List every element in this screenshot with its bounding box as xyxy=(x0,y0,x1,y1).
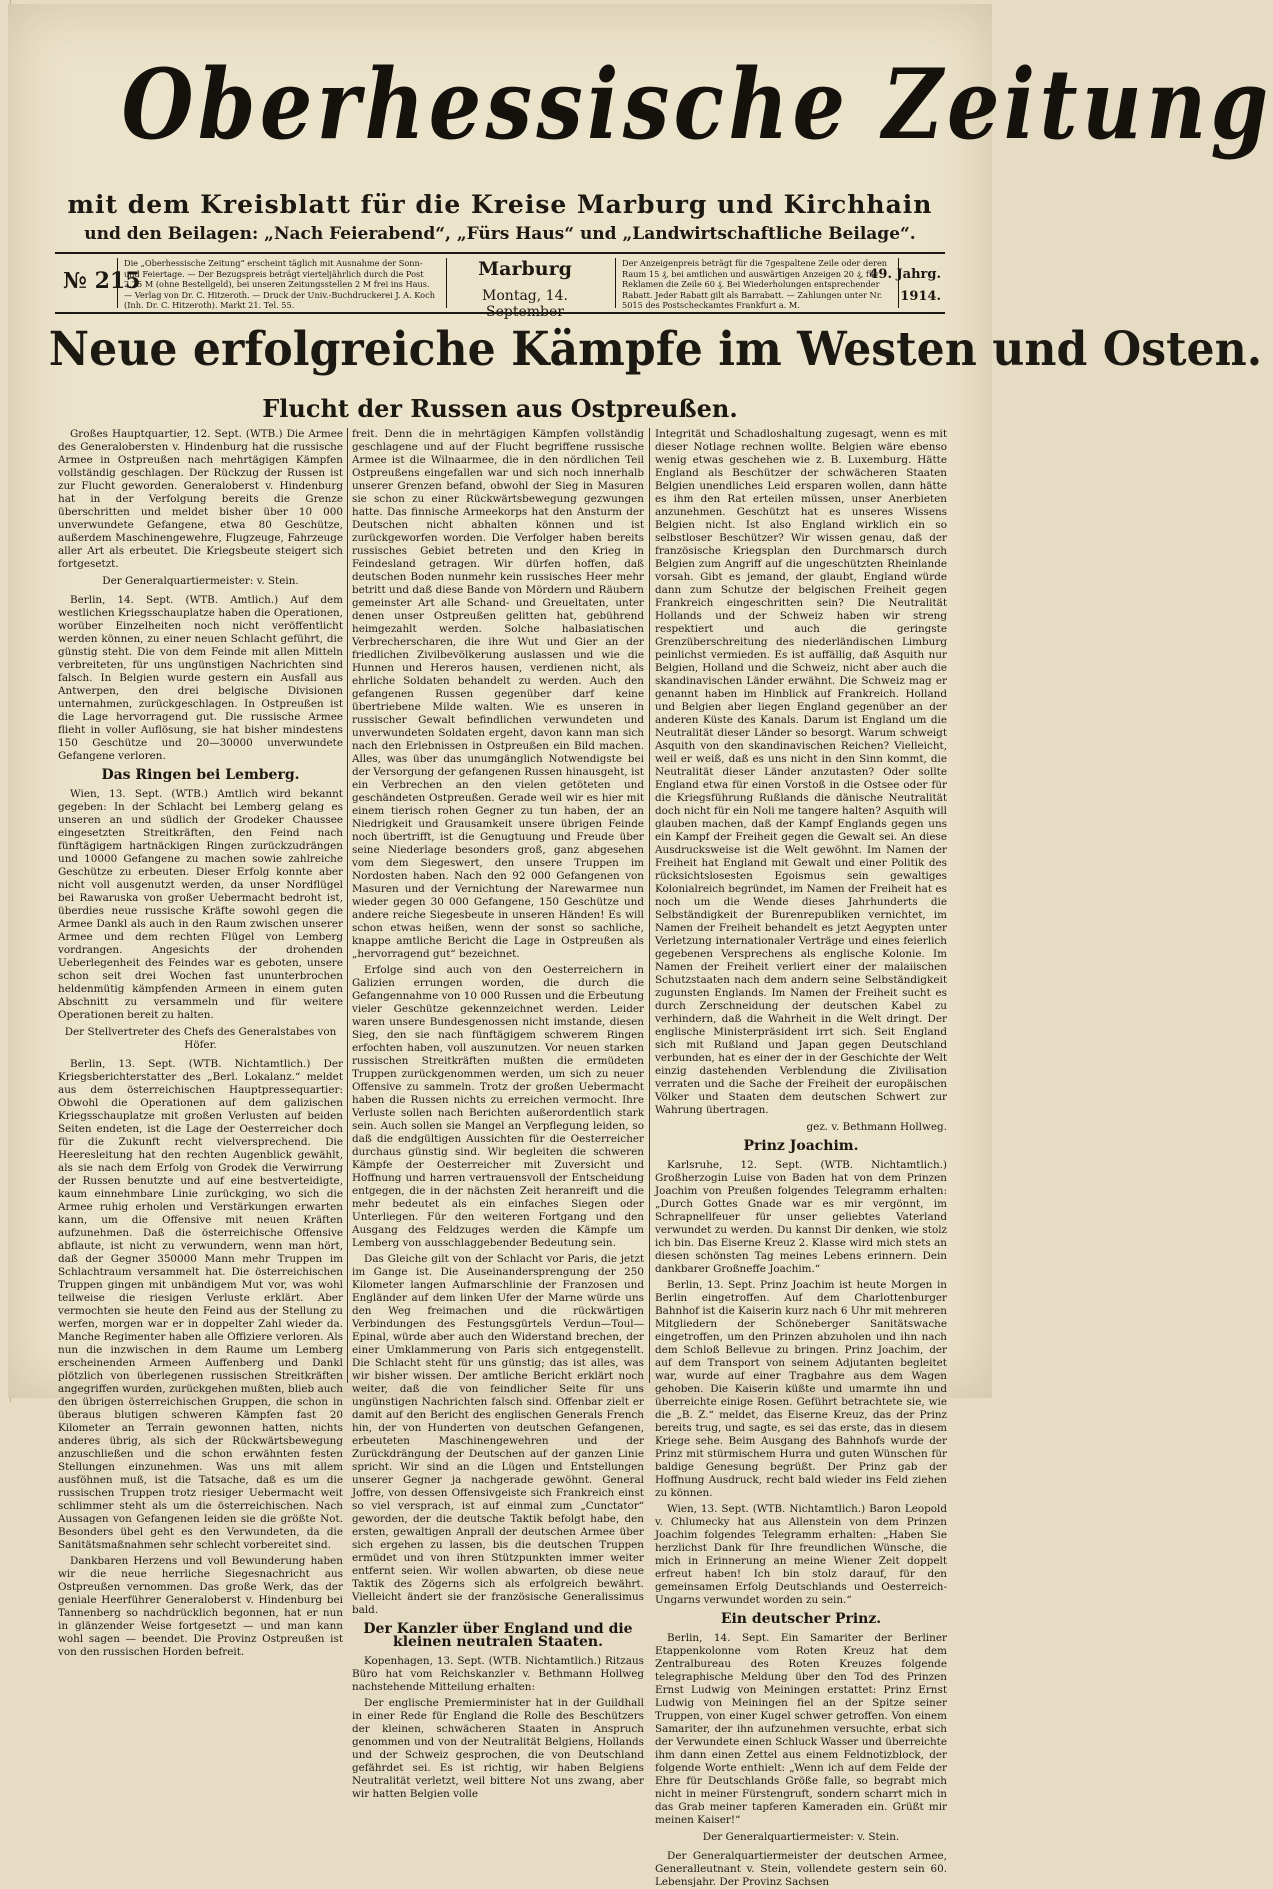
section-heading: Prinz Joachim. xyxy=(743,1138,859,1154)
newspaper-title: Oberhessische Zeitung xyxy=(121,48,1273,161)
section-heading: Ein deutscher Prinz. xyxy=(720,1611,882,1627)
column-rule xyxy=(649,428,650,1383)
volume: 49. Jahrg. xyxy=(869,267,941,282)
year: 1914. xyxy=(900,289,941,304)
article-paragraph: Berlin, 13. Sept. Prinz Joachim ist heute Morgen in Berlin eingetroffen. Auf dem Charlottenburger Bahnhof ist die Kaiserin kurz nach 6 Uhr mit mehreren Mitgliedern der Schöneberger Sanitätswache eingetroffen, um den Prinzen abzuholen und ihn nach dem Schloß Bellevue zu bringen. Prinz Joachim, der auf dem Transport von seinem Adjutanten begleitet war, wurde auf einer Tragbahre aus dem Wagen gehoben. Die Kaiserin küßte und umarmte ihn und überreichte einige Rosen. Geführt betrachtete sie, wie die „B. Z.“ meldet, das Eiserne Kreuz, das der Prinz bereits trug, und sagte, es sei das erste, das in diesem Kriege sehe. Beim Ausgang des Bahnhofs wurde der Prinz mit stürmischem Hurra und guten Wünschen für baldige Genesung begrüßt. Der Prinz gab der Hoffnung Ausdruck, recht bald wieder ins Feld ziehen zu können. xyxy=(655,1279,947,1499)
signature: Der Generalquartiermeister: v. Stein. xyxy=(102,575,299,587)
dateline-block xyxy=(447,258,603,320)
article-paragraph: freit. Denn die in mehrtägigen Kämpfen vollständig geschlagene und auf der Flucht begriffene russische Armee ist die Wilnaarmee, die in den nördlichen Teil Ostpreußens eingefallen war und sich noch innerhalb unserer Grenzen befand, obwohl der Sieg in Masuren sie schon zu einer Rückwärtsbewegung gezwungen hatte. Das finnische Armeekorps hat den Ansturm der Deutschen nicht abhalten können und ist zurückgeworfen worden. Die Verfolger haben bereits russisches Gebiet betreten und den Krieg in Feindesland getragen. Wir dürfen hoffen, daß deutschen Boden nunmehr kein russisches Heer mehr betritt und daß diese Bande von Mördern und Räubern gemeinster Art alle Schand- und Greueltaten, unter denen unser Ostpreußen gelitten hat, gebührend heimgezahlt werden. Solche halbasiatischen Verbrecherscharen, die ihre Wut und Gier an der friedlichen Zivilbevölkerung auslassen und wie die Hunnen und Hereros hausen, verdienen nicht, als ehrliche Soldaten behandelt zu werden. Auch den gefangenen Russen gegenüber darf keine übertriebene Milde walten. Wie es unseren in russischer Gewalt befindlichen verwundeten und unverwundeten Soldaten ergeht, davon kann man sich nach den Erlebnissen in Ostpreußen ein Bild machen. Alles, was über das unumgänglich Notwendigste bei der Versorgung der gefangenen Russen hinausgeht, ist ein Verbrechen an den vielen getöteten und geschändeten Ostpreußen. Gerade weil wir es hier mit einem tierisch rohen Gegner zu tun haben, der an Niedrigkeit und Grausamkeit unsere übrigen Feinde noch übertrifft, ist die Genugtuung und Freude über seine Niederlage besonders groß, ganz abgesehen vom dem Siegeswert, den unsere Truppen im Nordosten haben. Nach den 92 000 Gefangenen von Masuren und der Vernichtung der Narewarmee nun wieder gegen 30 000 Gefangene, 150 Geschütze und andere reiche Siegesbeute in unseren Händen! Es will schon etwas heißen, wenn der sonst so sachliche, knappe amtliche Bericht die Lage in Ostpreußen als „hervorragend gut“ bezeichnet. xyxy=(352,428,644,960)
article-paragraph: Der Generalquartiermeister der deutschen Armee, Generalleutnant v. Stein, vollendete gestern sein 60. Lebensjahr. Der Provinz Sachsen xyxy=(655,1850,947,1888)
article-paragraph: Wien, 13. Sept. (WTB. Nichtamtlich.) Baron Leopold v. Chlumecky hat aus Allenstein von dem Prinzen Joachim folgendes Telegramm erhalten: „Haben Sie herzlichst Dank für Ihre freundlichen Wünsche, die mich in Erinnerung an meine Wiener Zeit doppelt erfreut haben! Ich bin stolz darauf, für den gemeinsamen Erfolg Deutschlands und Oesterreich-Ungarns verwundet worden zu sein.“ xyxy=(655,1503,947,1606)
article-paragraph: Wien, 13. Sept. (WTB.) Amtlich wird bekannt gegeben: In der Schlacht bei Lemberg gelang es unseren an und südlich der Grodeker Chaussee eingesetzten Streitkräften, den Feind nach fünftägigem hartnäckigen Ringen zurückzudrängen und 10000 Gefangene zu machen sowie zahlreiche Geschütze zu erbeuten. Dieser Erfolg konnte aber nicht voll ausgenutzt werden, da unser Nordflügel bei Rawaruska von großer Uebermacht bedroht ist, überdies neue russische Kräfte sowohl gegen die Armee Dankl als auch in den Raum zwischen unserer Armee und dem rechten Flügel von Lemberg vordrangen. Angesichts der drohenden Ueberlegenheit des Feindes war es geboten, unsere schon seit drei Wochen fast ununterbrochen heldenmütig kämpfenden Armeen in einem guten Abschnitt zu versammeln und für weitere Operationen bereit zu halten. xyxy=(58,788,343,1021)
info-bar xyxy=(55,252,945,320)
publication-date: Montag, 14. September xyxy=(482,288,568,320)
signature: gez. v. Bethmann Hollweg. xyxy=(806,1121,947,1133)
article-paragraph: Dankbaren Herzens und voll Bewunderung haben wir die neue herrliche Siegesnachricht aus Ostpreußen vernommen. Das große Werk, das der geniale Heerführer Generaloberst v. Hindenburg bei Tannenberg so nachdrücklich begonnen, hat er nun in glänzender Weise fortgesetzt — und man kann wohl sagen — beendet. Die Provinz Ostpreußen ist von den russischen Horden befreit. xyxy=(58,1555,343,1658)
main-headline: Neue erfolgreiche Kämpfe im Westen und Osten. xyxy=(48,322,1263,377)
newspaper-supplements: und den Beilagen: „Nach Feierabend“, „Fürs Haus“ und „Landwirtschaftliche Beilage“. xyxy=(84,224,916,244)
article-paragraph: Berlin, 14. Sept. Ein Samariter der Berliner Etappenkolonne vom Roten Kreuz hat dem Zentralbureau des Roten Kreuzes folgende telegraphische Meldung über den Tod des Prinzen Ernst Ludwig von Meiningen erstattet: Prinz Ernst Ludwig von Meiningen fiel an der Spitze seiner Truppen, von einer Kugel schwer getroffen. Von einem Samariter, der ihn aufzunehmen versuchte, erbat sich der Verwundete einen Schluck Wasser und überreichte ihm dann einen Zettel aus einem Feldnotizblock, der folgende Worte enthielt: „Wenn ich auf dem Felde der Ehre für Deutschlands Größe falle, so begrabt mich nicht in meiner Fürstengruft, sondern scharrt mich in das Grab meiner tapferen Kameraden ein. Grüßt mir meinen Kaiser!“ xyxy=(655,1632,947,1826)
article-paragraph: Integrität und Schadloshaltung zugesagt, wenn es mit dieser Notlage rechnen wollte. Belgien wäre ebenso wenig etwas geschehen wie z. B. Luxemburg. Hätte England als Beschützer der schwächeren Staaten Belgien unendliches Leid ersparen wollen, dann hätte es ihm den Rat erteilen müssen, unser Anerbieten anzunehmen. Geschützt hat es unseres Wissens Belgien nicht. Ist also England wirklich ein so selbstloser Beschützer? Wir wissen genau, daß der französische Kriegsplan den Durchmarsch durch Belgien zum Angriff auf die ungeschützten Rheinlande vorsah. Gibt es jemand, der glaubt, England würde dann zum Schutze der belgischen Freiheit gegen Frankreich eingeschritten sein? Die Neutralität Hollands und der Schweiz haben wir streng respektiert und auch die geringste Grenzüberschreitung des niederländischen Limburg peinlichst vermieden. Es ist auffällig, daß Asquith nur Belgien, Holland und die Schweiz, nicht aber auch die skandinavischen Länder erwähnt. Die Schweiz mag er genannt haben im Hinblick auf Frankreich. Holland und Belgien aber liegen England gegenüber an der anderen Küste des Kanals. Darum ist England um die Neutralität dieser Länder so besorgt. Warum schweigt Asquith von den skandinavischen Reichen? Vielleicht, weil er weiß, daß es uns nicht in den Sinn kommt, die Neutralität dieser Länder anzutasten? Oder sollte England etwa für einen Vorstoß in die Ostsee oder für die Kriegsführung Rußlands die dänische Neutralität doch nicht für ein Noli me tangere halten? Asquith will glauben machen, daß der Kampf Englands gegen uns ein Kampf der Freiheit gegen die Gewalt sei. An diese Ausdrucksweise ist die Welt gewöhnt. Im Namen der Freiheit hat England mit Gewalt und einer Politik des rücksichtslosesten Egoismus sein gewaltiges Kolonialreich begründet, im Namen der Freiheit hat es noch um die Wende dieses Jahrhunderts die Selbständigkeit der Burenrepubliken vernichtet, im Namen der Freiheit behandelt es jetzt Aegypten unter Verletzung internationaler Verträge und eines feierlich gegebenen Versprechens als englische Kolonie. Im Namen der Freiheit verliert einer der malaiischen Schutzstaaten nach dem andern seine Selbständigkeit zugunsten Englands. Im Namen der Freiheit sucht es durch Zerschneidung der deutschen Kabel zu verhindern, daß die Wahrheit in die Welt dringt. Der englische Ministerpräsident irrt sich. Seit England sich mit Rußland und Japan gegen Deutschland verbunden, hat es einer der in der Geschichte der Welt einzig dastehenden Verblendung die Zivilisation verraten und die Sache der Freiheit der europäischen Völker und Staaten dem deutschen Schwert zur Wahrung übertragen. xyxy=(655,428,947,1116)
article-paragraph: Erfolge sind auch von den Oesterreichern in Galizien errungen worden, die durch die Gefangennahme von 10 000 Russen und die Erbeutung vieler Geschütze gekennzeichnet werden. Leider waren unsere Bundesgenossen nicht imstande, diesen Sieg, den sie nach fünftägigem schwerem Ringen erfochten haben, voll auszunutzen. Vor neuen starken russischen Streitkräften mußten die ermüdeten Truppen zurückgenommen werden, um sich zu neuer Offensive zu sammeln. Trotz der großen Uebermacht haben die Russen nichts zu erreichen vermocht. Ihre Verluste sollen nach Berichten außerordentlich stark sein. Auch sollen sie Mangel an Verpflegung leiden, so daß die endgültigen Aussichten für die Oesterreicher durchaus günstig sind. Wir begleiten die schweren Kämpfe der Oesterreicher mit Zuversicht und Hoffnung und harren vertrauensvoll der Entscheidung entgegen, die in der nächsten Zeit heranreift und die mehr bedeutet als ein einfaches Siegen oder Unterliegen. Für den weiteren Fortgang und den Ausgang des Feldzuges werden die Kämpfe um Lemberg von ausschlaggebender Bedeutung sein. xyxy=(352,964,644,1249)
newspaper-subtitle: mit dem Kreisblatt für die Kreise Marburg und Kirchhain xyxy=(67,190,933,219)
signature: Der Stellvertreter des Chefs des Generalstabes von Höfer. xyxy=(64,1026,337,1051)
masthead xyxy=(60,30,1273,190)
article-paragraph: Berlin, 14. Sept. (WTB. Amtlich.) Auf dem westlichen Kriegsschauplatze haben die Operationen, worüber Einzelheiten noch nicht veröffentlicht werden können, zu einer neuen Schlacht geführt, die günstig steht. Die von dem Feinde mit allen Mitteln verbreiteten, für uns ungünstigen Nachrichten sind falsch. In Belgien wurde gestern ein Ausfall aus Antwerpen, den drei belgische Divisionen unternahmen, zurückgeschlagen. In Ostpreußen ist die Lage hervorragend gut. Die russische Armee flieht in voller Auflösung, sie hat bisher mindestens 150 Geschütze und 20—30000 unverwundete Gefangene verloren. xyxy=(58,594,343,762)
advertising-info: Der Anzeigenpreis beträgt für die 7gespaltene Zeile oder deren Raum 15 ₰, bei amtlichen und auswärtigen Anzeigen 20 ₰, für Reklamen die Zeile 60 ₰. Bei Wiederholungen entsprechender Rabatt. Jeder Rabatt gilt als Barrabatt. — Zahlungen unter Nr. 5015 des Postscheckamtes Frankfurt a. M. xyxy=(615,258,899,308)
article-paragraph: Berlin, 13. Sept. (WTB. Nichtamtlich.) Der Kriegsberichterstatter des „Berl. Lokalanz.“ meldet aus dem österreichischen Hauptpressequartier: Obwohl die Operationen auf dem galizischen Kriegsschauplatze mit großen Verlusten auf beiden Seiten endeten, ist die Lage der Oesterreicher doch für die Zukunft recht vielversprechend. Die Heeresleitung hat den rechten Augenblick gewählt, als sie nach dem Erfolg von Grodek die Verwirrung der Russen benutzte und auf eine bestverteidigte, kaum einnehmbare Linie zurückging, wo sich die Armee ruhig erholen und Verstärkungen erwarten kann, um die Offensive mit neuen Kräften aufzunehmen. Daß die österreichische Offensive abflaute, ist nicht zu verwundern, wenn man hört, daß der Gegner 350000 Mann mehr Truppen im Schlachtraum versammelt hat. Die österreichischen Truppen gingen mit unbändigem Mut vor, was wohl teilweise die riesigen Verluste erklärt. Aber vermochten sie heute den Feind aus der Stellung zu werfen, morgen war er in doppelter Zahl wieder da. Manche Regimenter haben alle Offiziere verloren. Als nun die inzwischen in dem Raume um Lemberg erscheinenden Armeen Auffenberg und Dankl plötzlich von überlegenen russischen Streitkräften angegriffen wurden, zurückgehen mußten, blieb auch den übrigen österreichischen Gruppen, die schon in überaus blutigen schweren Kämpfen fast 20 Kilometer an Terrain gewonnen hatten, nichts anderes übrig, als sich der Rückwärtsbewegung anzuschließen und die schon erwähnten festen Stellungen einzunehmen. Was uns mit allem ausföhnen muß, ist die Tatsache, daß es um die russischen Truppen trotz riesiger Uebermacht weit schlimmer steht als um die österreichischen. Nach Aussagen von Gefangenen leiden sie die größte Not. Besonders übel geht es den Verwundeten, da die Sanitätsmaßnahmen sehr schlecht vorbereitet sind. xyxy=(58,1058,343,1551)
publisher-info: Die „Oberhessische Zeitung“ erscheint täglich mit Ausnahme der Sonn- und Feiertage. — Der Bezugspreis beträgt vierteljährlich durch die Post 2.25 M (ohne Bestellgeld), bei unseren Zeitungsstellen 2 M frei ins Haus. — Verlag von Dr. C. Hitzeroth. — Druck der Univ.-Buchdruckerei J. A. Koch (Inh. Dr. C. Hitzeroth). Markt 21. Tel. 55. xyxy=(117,258,447,308)
column-rule xyxy=(347,428,348,1383)
article-paragraph: Der englische Premierminister hat in der Guildhall in einer Rede für England die Rolle des Beschützers der kleinen, schwächeren Staaten in Anspruch genommen und von der Neutralität Belgiens, Hollands und der Schweiz gesprochen, die von Deutschland gefährdet sei. Es ist richtig, wir haben Belgiens Neutralität verletzt, weil bittere Not uns zwang, aber wir hatten Belgien volle xyxy=(352,1697,644,1800)
article-paragraph: Das Gleiche gilt von der Schlacht vor Paris, die jetzt im Gange ist. Die Auseinandersprengung der 250 Kilometer langen Aufmarschlinie der Franzosen und Engländer auf dem linken Ufer der Marne würde uns den Weg freimachen und die rückwärtigen Verbindungen des Festungsgürtels Verdun—Toul—Epinal, würde aber auch den Widerstand brechen, der einer Umklammerung von Paris sich entgegenstellt. Die Schlacht steht für uns günstig; das ist alles, was wir bisher wissen. Der amtliche Bericht erklärt noch weiter, daß die von feindlicher Seite für uns ungünstigen Nachrichten falsch sind. Offenbar zielt er damit auf den Bericht des englischen Generals French hin, der von Hunderten von deutschen Gefangenen, erbeuteten Maschinengewehren und der Zurückdrängung der Deutschen auf der ganzen Linie spricht. Wir sind an die Lügen und Entstellungen unserer Gegner ja nachgerade gewöhnt. General Joffre, von dessen Offensivgeiste sich Frankreich einst so viel versprach, ist auf einmal zum „Cunctator“ geworden, der die deutsche Taktik befolgt habe, den ersten, gewaltigen Anprall der deutschen Armee über sich ergehen zu lassen, bis die deutschen Truppen ermüdet und von ihren Stützpunkten immer weiter entfernt seien. Wir wollen abwarten, ob diese neue Taktik des Zögerns sich als erfolgreich bewährt. Vielleicht ändert sie der französische Generalissimus bald. xyxy=(352,1253,644,1616)
volume-year xyxy=(869,264,941,308)
article-paragraph: Großes Hauptquartier, 12. Sept. (WTB.) Die Armee des Generalobersten v. Hindenburg hat die russische Armee in Ostpreußen nach mehrtägigen Kämpfen vollständig geschlagen. Der Rückzug der Russen ist zur Flucht geworden. Generaloberst v. Hindenburg hat in der Verfolgung bereits die Grenze überschritten und meldet bisher über 10 000 unverwundete Gefangene, etwa 80 Geschütze, außerdem Maschinengewehre, Flugzeuge, Fahrzeuge aller Art als erbeutet. Die Kriegsbeute steigert sich fortgesetzt. xyxy=(58,428,343,570)
publication-place: Marburg xyxy=(478,258,572,280)
column-2 xyxy=(352,428,644,1800)
signature: Der Generalquartiermeister: v. Stein. xyxy=(702,1831,900,1843)
column-3 xyxy=(655,428,947,1888)
issue-number: № 215 xyxy=(63,268,141,294)
article-paragraph: Kopenhagen, 13. Sept. (WTB. Nichtamtlich.) Ritzaus Büro hat vom Reichskanzler v. Bethmann Hollweg nachstehende Mitteilung erhalten: xyxy=(352,1655,644,1693)
column-1 xyxy=(58,428,343,1658)
article-paragraph: Karlsruhe, 12. Sept. (WTB. Nichtamtlich.) Großherzogin Luise von Baden hat von dem Prinzen Joachim von Preußen folgendes Telegramm erhalten: „Durch Gottes Gnade war es mir vergönnt, im Schrapnellfeuer für unser geliebtes Vaterland verwundet zu werden. Du kannst Dir denken, wie stolz ich bin. Das Eiserne Kreuz 2. Klasse wird mich stets an diesen schönsten Tag meines Lebens erinnern. Dein dankbarer Großneffe Joachim.“ xyxy=(655,1159,947,1275)
section-heading: Der Kanzler über England und die kleinen neutralen Staaten. xyxy=(363,1621,633,1650)
sub-headline: Flucht der Russen aus Ostpreußen. xyxy=(262,394,738,423)
section-heading: Das Ringen bei Lemberg. xyxy=(101,767,300,783)
